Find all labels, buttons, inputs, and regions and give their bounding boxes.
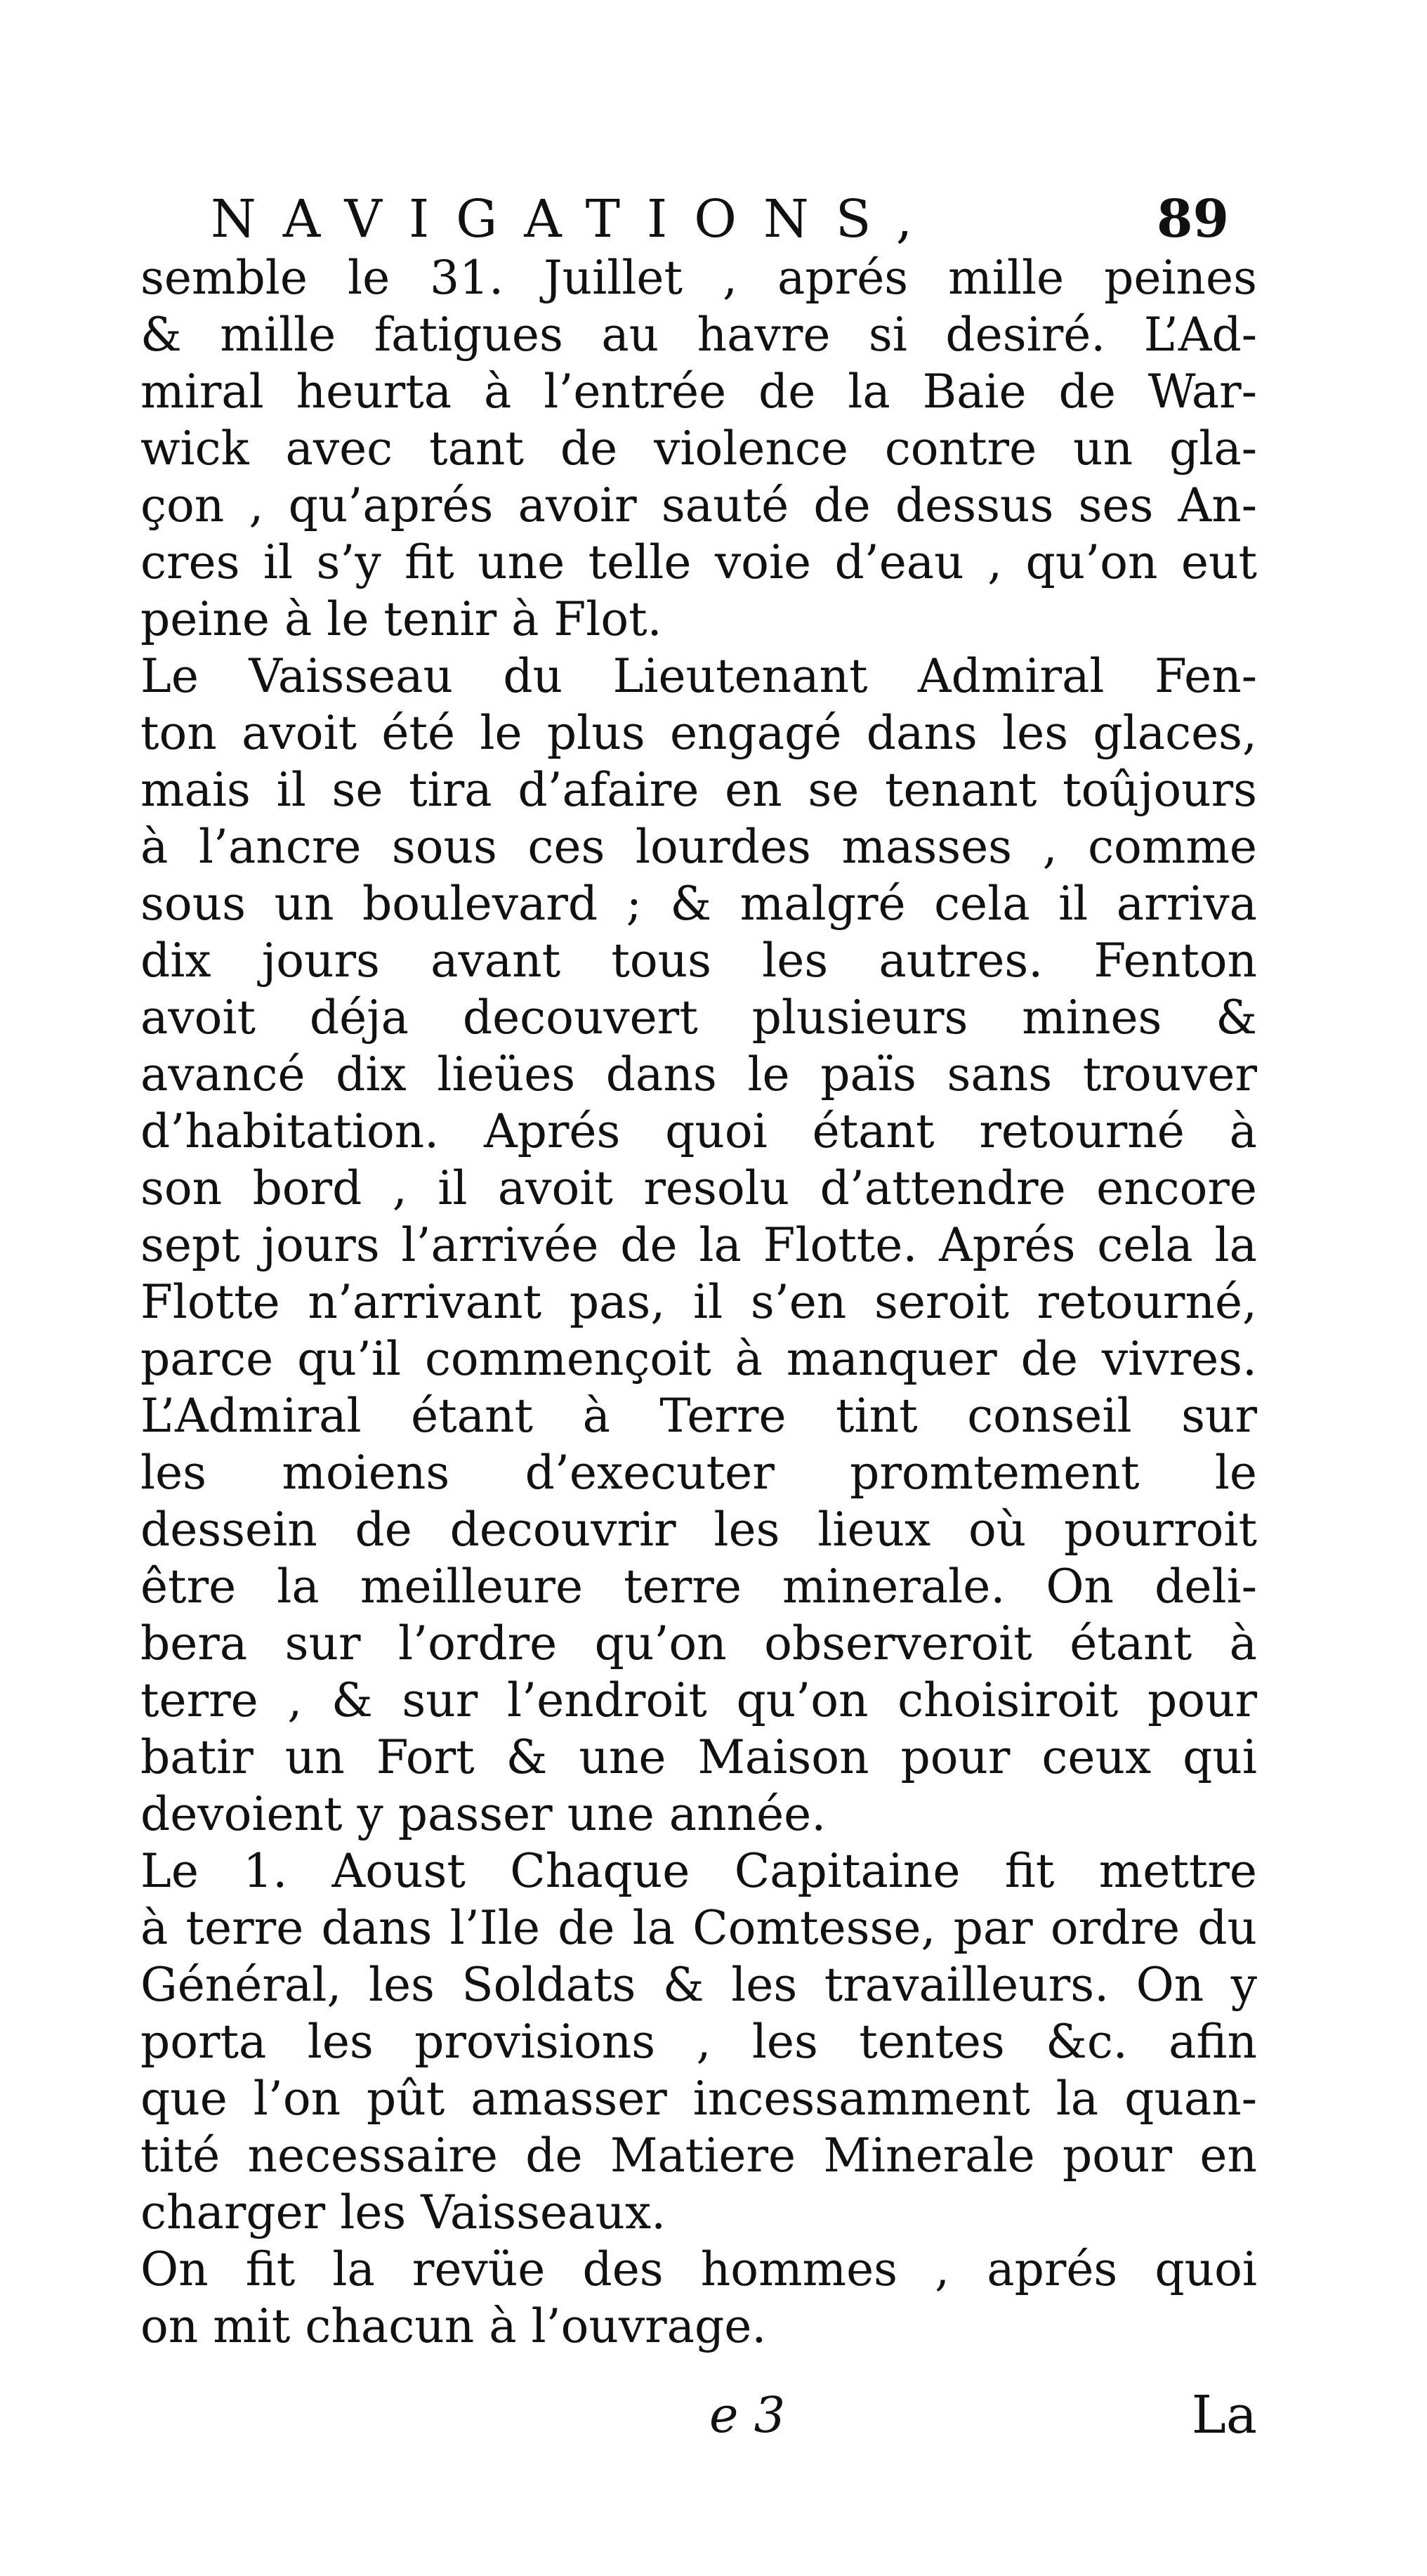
running-title: NAVIGATIONS, [211,189,940,249]
running-head [211,184,1229,254]
catchword: La [1191,2385,1257,2445]
signature-mark: e 3 [709,2386,786,2444]
text-line: être la meilleure terre minerale. On deli- [140,1560,1257,1614]
text-line: on mit chacun à l’ouvrage. [140,2299,767,2353]
text-line: miral heurta à l’entrée de la Baie de War- [140,365,1257,419]
text-line: & mille fatigues au havre si desiré. L’Ad- [140,308,1257,362]
text-line: avoit déja decouvert plusieurs mines & [140,990,1257,1045]
text-line: semble le 31. Juillet , aprés mille peines [140,251,1257,305]
text-line: sous un boulevard ; & malgré cela il arriva [140,877,1257,931]
text-line: Le Vaisseau du Lieutenant Admiral Fen- [140,649,1257,703]
page-number: 89 [1157,189,1229,249]
text-line: Le 1. Aoust Chaque Capitaine fit mettre [140,1844,1257,1898]
text-line: d’habitation. Aprés quoi étant retourné à [140,1104,1257,1158]
text-line: parce qu’il commençoit à manquer de vivres. [140,1332,1257,1386]
text-line: Général, les Soldats & les travailleurs. On y [140,1958,1257,2012]
text-line: cres il s’y fit une telle voie d’eau , qu’on eut [140,535,1257,589]
text-line: dessein de decouvrir les lieux où pourroit [140,1503,1257,1557]
text-line: mais il se tira d’afaire en se tenant toûjours [140,763,1257,817]
text-line: ton avoit été le plus engagé dans les glaces, [140,706,1257,760]
text-line: que l’on pût amasser incessamment la quan- [140,2072,1257,2126]
text-line: batir un Fort & une Maison pour ceux qui [140,1730,1257,1784]
text-line: wick avec tant de violence contre un gla- [140,421,1257,476]
text-line: charger les Vaisseaux. [140,2185,666,2240]
text-line: devoient y passer une année. [140,1787,827,1841]
text-line: L’Admiral étant à Terre tint conseil sur [140,1389,1257,1443]
body-text [140,249,1257,2355]
text-line: sept jours l’arrivée de la Flotte. Aprés cela la [140,1218,1257,1272]
text-line: tité necessaire de Matiere Minerale pour en [140,2129,1257,2183]
text-line: dix jours avant tous les autres. Fenton [140,934,1257,988]
text-line: On fit la revüe des hommes , aprés quoi [140,2242,1257,2296]
text-line: peine à le tenir à Flot. [140,592,662,646]
text-line: bera sur l’ordre qu’on observeroit étant à [140,1616,1257,1671]
text-line: porta les provisions , les tentes &c. afin [140,2015,1257,2069]
page-footer [140,2380,1257,2457]
text-line: les moiens d’executer promtement le [140,1446,1257,1500]
text-line: à l’ancre sous ces lourdes masses , comme [140,820,1257,874]
text-line: Flotte n’arrivant pas, il s’en seroit retourné, [140,1275,1257,1329]
text-line: son bord , il avoit resolu d’attendre encore [140,1161,1257,1215]
text-line: avancé dix lieües dans le païs sans trouver [140,1047,1257,1101]
text-line: çon , qu’aprés avoir sauté de dessus ses An- [140,478,1257,532]
text-line: à terre dans l’Ile de la Comtesse, par ordre du [140,1901,1257,1955]
text-line: terre , & sur l’endroit qu’on choisiroit pour [140,1673,1257,1727]
